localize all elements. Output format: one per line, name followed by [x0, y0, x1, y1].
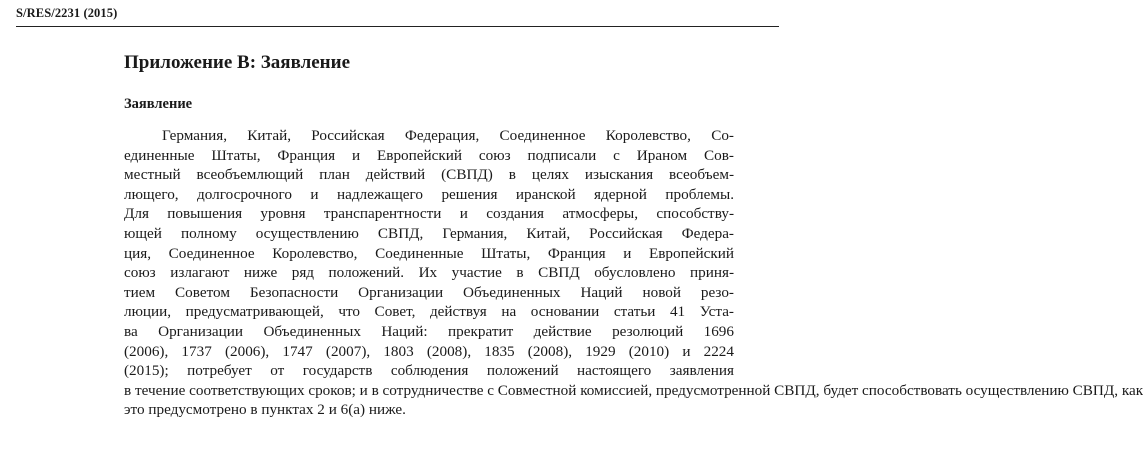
paragraph-line: ва Организации Объединенных Наций: прекратит действие резолюций 1696	[124, 322, 734, 340]
statement-paragraph	[124, 126, 1143, 420]
paragraph-line: союз излагают ниже ряд положений. Их участие в СВПД обусловлено приня-	[124, 264, 734, 282]
paragraph-line: Германия, Китай, Российская Федерация, Соединенное Королевство, Со-	[162, 127, 734, 144]
paragraph-line: лющего, долгосрочного и надлежащего решения иранской ядерной проблемы.	[124, 185, 734, 203]
paragraph-line: тием Советом Безопасности Организации Объединенных Наций новой резо-	[124, 283, 734, 301]
document-symbol: S/RES/2231 (2015)	[16, 6, 118, 20]
paragraph-line: (2015); потребует от государств соблюдения положений настоящего заявления	[124, 362, 734, 380]
paragraph-line: Для повышения уровня транспарентности и создания атмосферы, способству-	[124, 205, 734, 223]
annex-title: Приложение В: Заявление	[124, 52, 351, 73]
paragraph-line: местный всеобъемлющий план действий (СВПД) в целях изыскания всеобъем-	[124, 166, 734, 184]
paragraph-line: ция, Соединенное Королевство, Соединенные Штаты, Франция и Европейский	[124, 244, 734, 262]
paragraph-line: люции, предусматривающей, что Совет, действуя на основании статьи 41 Уста-	[124, 303, 734, 321]
paragraph-line: (2006), 1737 (2006), 1747 (2007), 1803 (2008), 1835 (2008), 1929 (2010) и 2224	[124, 342, 734, 360]
paragraph-line: единенные Штаты, Франция и Европейский союз подписали с Ираном Сов-	[124, 146, 734, 164]
paragraph-line: ющей полному осуществлению СВПД, Германия, Китай, Российская Федера-	[124, 224, 734, 242]
paragraph-line: в течение соответствующих сроков; и в сотрудничестве с Совместной комиссией, предусмотренной СВПД, будет способствовать осуществлению СВПД, как	[124, 381, 1143, 399]
section-heading: Заявление	[124, 96, 193, 112]
header-rule	[16, 26, 779, 27]
paragraph-line: это предусмотрено в пунктах 2 и 6(а) ниже.	[124, 401, 406, 419]
